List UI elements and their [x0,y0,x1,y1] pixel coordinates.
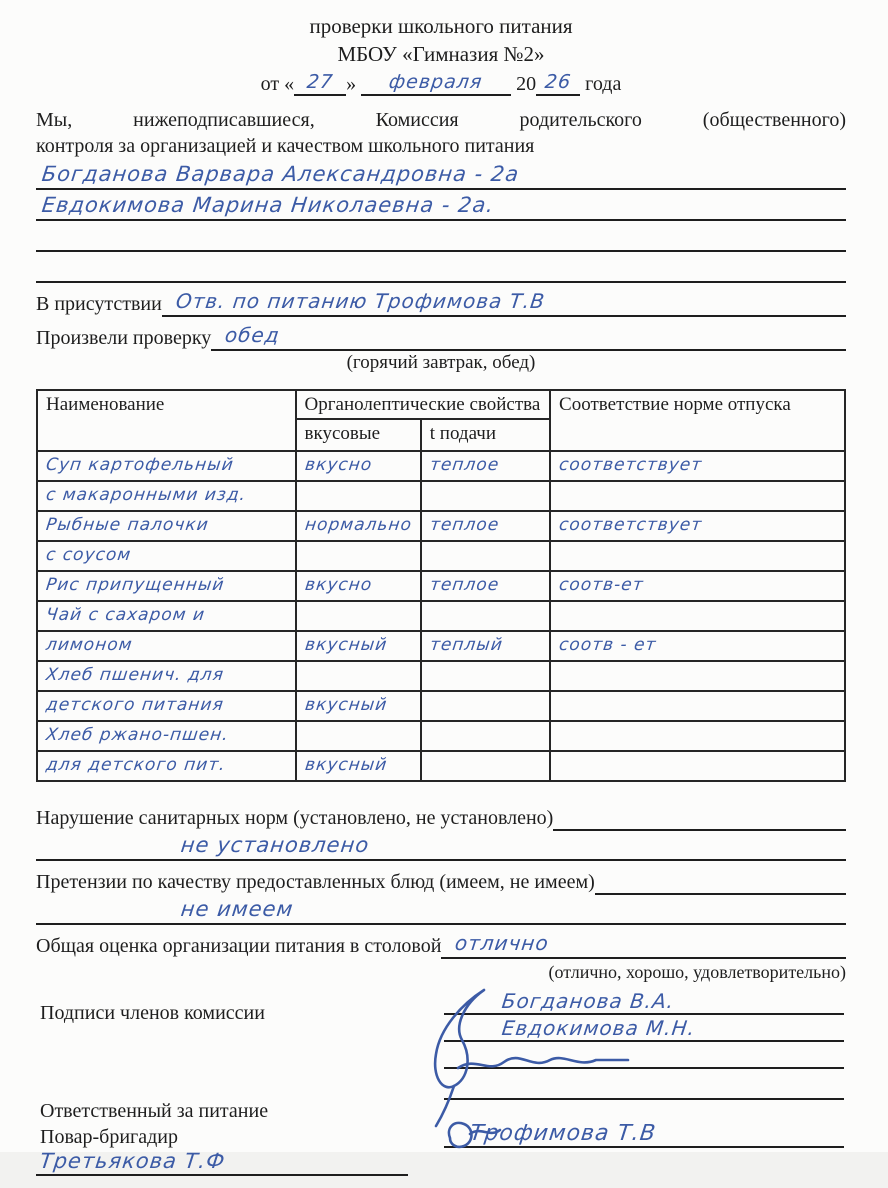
date-year-slot [536,71,580,96]
overall-handwritten: отлично [454,931,551,955]
inspection-slot [211,322,846,351]
handwritten-value: вкусный [303,635,389,655]
document-title: проверки школьного питания [309,14,573,38]
col-header-name: Наименование [37,390,296,451]
cell-taste [296,451,421,481]
cell-name [37,601,296,631]
commission-member-line [36,159,846,190]
cell-norm [550,661,845,691]
signatures-block [444,988,844,1148]
cell-temp [421,751,550,781]
cell-taste [296,691,421,721]
handwritten-value: Рыбные палочки [44,515,211,535]
member-signature-1: Богданова В.А. [500,989,676,1013]
cell-temp [421,571,550,601]
cell-taste [296,481,421,511]
cook-signature-line [36,1146,408,1176]
signature-line-scrawl [444,1042,844,1069]
blank-signature-line [444,1078,844,1100]
cell-norm [550,721,845,751]
cell-temp [421,601,550,631]
cell-taste [296,511,421,541]
cell-norm [550,631,845,661]
handwritten-value: Рис припущенный [44,575,226,595]
cell-norm [550,481,845,511]
presence-line [36,288,846,317]
cell-temp [421,511,550,541]
handwritten-value: Суп картофельный [44,455,235,475]
presence-label: В присутствии [36,293,162,315]
handwritten-value: с макаронными изд. [44,485,248,505]
table-row [37,511,845,541]
handwritten-value: вкусно [303,575,374,595]
inspection-handwritten: обед [223,323,282,347]
cell-temp [421,661,550,691]
violation-label: Нарушение санитарных норм (установлено, не установлено) [36,807,554,829]
handwritten-value: соотв - ет [557,635,658,655]
inspection-hint: (горячий завтрак, обед) [346,352,536,373]
overall-hint: (отлично, хорошо, удовлетворительно) [548,962,846,982]
table-row [37,571,845,601]
handwritten-value: вкусно [303,455,374,475]
handwritten-value: с соусом [44,545,133,565]
table-row [37,661,845,691]
violation-slot [553,802,846,831]
violation-line [36,802,846,831]
overall-label: Общая оценка организации питания в столовой [36,935,442,957]
handwritten-value: вкусный [303,695,389,715]
cell-name [37,751,296,781]
claims-line [36,866,846,895]
cell-name [37,541,296,571]
intro-paragraph [36,107,846,159]
date-prefix: от « [260,73,295,95]
date-close-quote: » [346,73,357,95]
cell-taste [296,751,421,781]
cell-norm [550,541,845,571]
signatures-label: Подписи членов комиссии [40,1002,265,1024]
handwritten-value: соответствует [557,515,704,535]
commission-member-2: Евдокимова Марина Николаевна - 2а. [40,193,496,217]
cell-name [37,481,296,511]
cell-name [37,691,296,721]
cook-label: Повар-бригадир [40,1126,178,1148]
handwritten-value: Чай с сахаром и [44,605,207,625]
handwritten-value: нормально [303,515,413,535]
cell-name [37,571,296,601]
col-header-temp: t подачи [421,419,550,451]
cell-temp [421,541,550,571]
cell-name [37,721,296,751]
date-day-slot [294,71,346,96]
cell-norm [550,511,845,541]
cell-name [37,451,296,481]
date-month-slot [361,71,511,96]
cell-norm [550,451,845,481]
claims-answer-line [36,895,846,925]
violation-handwritten: не установлено [179,833,371,857]
intro-line-1: Мы, нижеподписавшиеся, Комиссия родительского (общественного) [36,109,846,131]
cell-taste [296,541,421,571]
intro-line-2: контроля за организацией и качеством школьного питания [36,135,535,157]
table-row [37,751,845,781]
handwritten-value: теплое [428,575,501,595]
cell-name [37,631,296,661]
handwritten-value: Хлеб пшенич. для [44,665,226,685]
inspection-table [36,389,846,782]
blank-ruled-line [36,221,846,252]
handwritten-value: вкусный [303,755,389,775]
table-row [37,451,845,481]
overall-line [36,930,846,959]
school-name: МБОУ «Гимназия №2» [337,42,545,66]
violation-answer-line [36,831,846,861]
cell-temp [421,721,550,751]
cell-name [37,661,296,691]
date-month-handwritten: февраля [388,71,485,93]
handwritten-value: теплый [428,635,504,655]
date-suffix: года [585,73,622,95]
cell-taste [296,631,421,661]
date-day-handwritten: 27 [305,71,335,93]
date-year-printed: 20 [516,73,537,95]
cell-taste [296,721,421,751]
blank-ruled-line [36,252,846,283]
cell-norm [550,571,845,601]
table-row [37,631,845,661]
inspection-line [36,322,846,351]
cell-taste [296,601,421,631]
cell-taste [296,571,421,601]
col-header-organoleptic: Органолептические свойства [296,390,551,419]
claims-handwritten: не имеем [179,897,295,921]
date-year-handwritten: 26 [543,71,573,93]
table-row [37,541,845,571]
responsible-signature-handwritten: Трофимова Т.В [468,1121,658,1146]
claims-slot [595,866,846,895]
col-header-taste: вкусовые [296,419,421,451]
table-row [37,481,845,511]
presence-slot [162,288,846,317]
cell-temp [421,481,550,511]
table-row [37,721,845,751]
handwritten-value: детского питания [44,695,226,715]
cell-norm [550,691,845,721]
handwritten-value: лимоном [44,635,134,655]
overall-slot [441,930,846,959]
handwritten-value: теплое [428,455,501,475]
commission-member-1: Богданова Варвара Александровна - 2а [40,162,521,186]
cell-temp [421,691,550,721]
table-row [37,691,845,721]
handwritten-value: соответствует [557,455,704,475]
cook-signature-handwritten: Третьякова Т.Ф [38,1149,227,1173]
handwritten-value: Хлеб ржано-пшен. [44,725,230,745]
cell-name [37,511,296,541]
handwritten-value: соотв-ет [557,575,645,595]
signature-line [444,1015,844,1042]
date-line [36,71,846,103]
member-signature-2: Евдокимова М.Н. [500,1016,697,1040]
presence-handwritten: Отв. по питанию Трофимова Т.В [174,289,547,313]
handwritten-value: теплое [428,515,501,535]
responsible-label: Ответственный за питание [40,1100,269,1122]
cell-norm [550,751,845,781]
commission-member-line [36,190,846,221]
table-row [37,601,845,631]
cell-taste [296,661,421,691]
signatures-section [36,988,846,1188]
signature-line [444,988,844,1015]
cell-temp [421,451,550,481]
cell-norm [550,601,845,631]
cell-temp [421,631,550,661]
claims-label: Претензии по качеству предоставленных блюд (имеем, не имеем) [36,871,595,893]
responsible-signature-line [444,1108,844,1148]
col-header-norm: Соответствие норме отпуска [550,390,845,451]
inspection-label: Произвели проверку [36,327,212,349]
handwritten-value: для детского пит. [44,755,227,775]
